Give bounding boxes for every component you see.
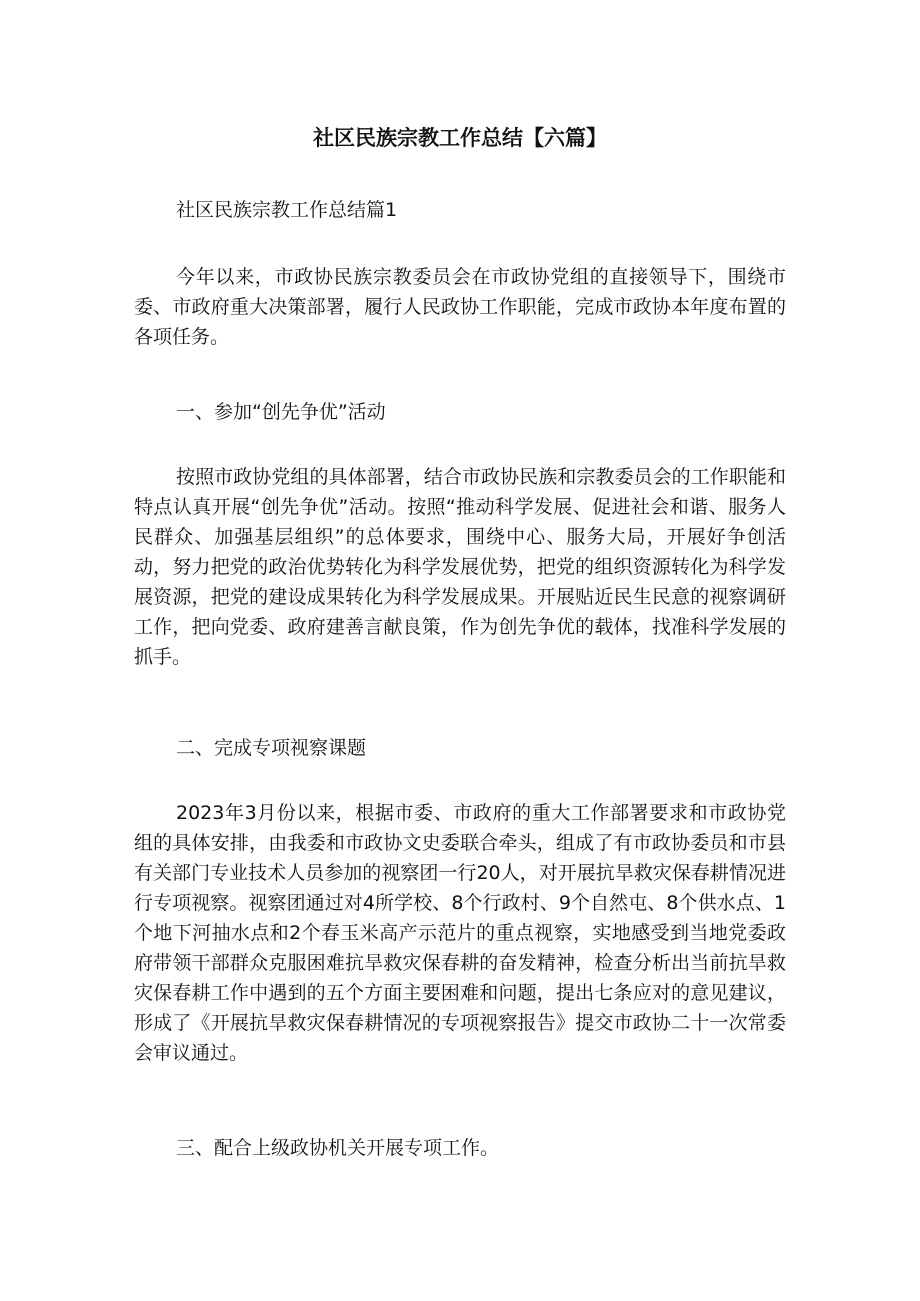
document-title: 社区民族宗教工作总结【六篇】 — [313, 126, 607, 150]
section-subtitle: 社区民族宗教工作总结篇1 — [176, 199, 398, 221]
paragraph-2: 2023年3月份以来，根据市委、市政府的重大工作部署要求和市政协党组的具体安排，由我委和市政协文史委联合牵头，组成了有市政协委员和市县有关部门专业技术人员参加的视察团一行20人，对开展抗旱救灾保春耕情况进行专项视察。视察团通过对4所学校、8个行政村、9个自然屯、8个供水点、1个地下河抽水点和2个春玉米高产示范片的重点视察，实地感受到当地党委政府带领干部群众克服困难抗旱救灾保春耕的奋发精神，检查分析出当前抗旱救灾保春耕工作中遇到的五个方面主要困难和问题，提出七条应对的意见建议，形成了《开展抗旱救灾保春耕情况的专项视察报告》提交市政协二十一次常委会审议通过。 — [134, 802, 786, 1064]
paragraph-1: 按照市政协党组的具体部署，结合市政协民族和宗教委员会的工作职能和特点认真开展“创先争优”活动。按照“推动科学发展、促进社会和谐、服务人民群众、加强基层组织”的总体要求，围绕中心、服务大局，开展好争创活动，努力把党的政治优势转化为科学发展优势，把党的组织资源转化为科学发展资源，把党的建设成果转化为科学发展成果。开展贴近民生民意的视察调研工作，把向党委、政府建善言献良策，作为创先争优的载体，找准科学发展的抓手。 — [134, 466, 786, 668]
paragraph-intro: 今年以来，市政协民族宗教委员会在市政协党组的直接领导下，围绕市委、市政府重大决策部署，履行人民政协工作职能，完成市政协本年度布置的各项任务。 — [134, 266, 786, 348]
heading-1: 一、参加“创先争优”活动 — [176, 401, 386, 423]
heading-2: 二、完成专项视察课题 — [176, 737, 367, 759]
heading-3: 三、配合上级政协机关开展专项工作。 — [176, 1137, 500, 1159]
